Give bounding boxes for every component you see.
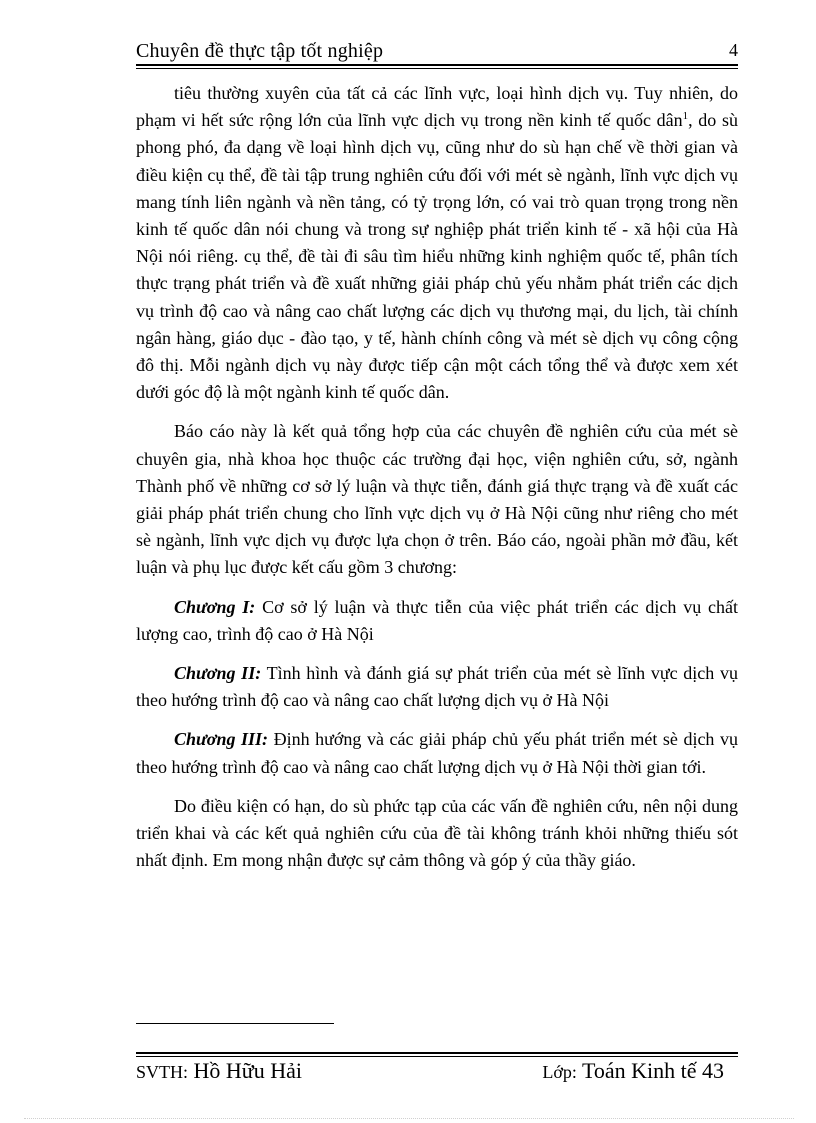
page-footer [136,1058,738,1088]
paragraph-2: Báo cáo này là kết quả tổng hợp của các chuyên đề nghiên cứu của mét sè chuyên gia, nhà khoa học thuộc các trường đại học, viện nghiên cứu, sở, ngành Thành phố về những cơ sở lý luận và thực tiễn, đánh giá thực trạng và đề xuất các giải pháp phát triển chung cho lĩnh vực dịch vụ ở Hà Nội cũng như riêng cho mét sè ngành, lĩnh vực dịch vụ được lựa chọn ở trên. Báo cáo, ngoài phần mở đầu, kết luận và phụ lục được kết cấu gồm 3 chương: [136,421,738,578]
page-header [136,38,738,66]
chapter-2-text: Tình hình và đánh giá sự phát triển của mét sè lĩnh vực dịch vụ theo hướng trình độ cao và nâng cao chất lượng dịch vụ ở Hà Nội [136,663,739,711]
footer-rule [136,1052,738,1057]
header-title: Chuyên đề thực tập tốt nghiệp [136,40,384,62]
chapter-2 [136,660,738,714]
chapter-2-label: Chương II: [174,663,262,684]
paragraph-1 [136,80,738,406]
chapter-1-text: Cơ sở lý luận và thực tiễn của việc phát triển các dịch vụ chất lượng cao, trình độ cao ở Hà Nội [136,596,738,644]
paragraph-3: Do điều kiện có hạn, do sù phức tạp của các vấn đề nghiên cứu, nên nội dung triển khai và các kết quả nghiên cứu của đề tài không tránh khỏi những thiếu sót nhất định. Em mong nhận được sự cảm thông và góp ý của thầy giáo. [136,795,738,871]
paragraph-1-text: tiêu thường xuyên của tất cả các lĩnh vực, loại hình dịch vụ. Tuy nhiên, do phạm vi hết sức rộng lớn của lĩnh vực dịch vụ trong nền kinh tế quốc dân [136,83,738,131]
chapter-1 [136,594,738,648]
student-name: Hồ Hữu Hải [193,1058,302,1083]
document-body [136,80,738,886]
class-name: Toán Kinh tế 43 [581,1058,724,1083]
chapter-1-label: Chương I: [174,596,256,617]
chapter-3-label: Chương III: [174,729,269,750]
chapter-3 [136,726,738,780]
class-label: Lớp: [542,1062,577,1082]
class-info [542,1058,724,1084]
student-info [136,1058,302,1084]
page-number: 4 [729,40,738,60]
footnote-separator [136,1023,334,1024]
student-label: SVTH: [136,1062,189,1082]
footnote-marker[interactable]: 1 [682,110,689,123]
page-edge [24,1118,794,1119]
paragraph-1-rest: , do sù phong phó, đa dạng về loại hình dịch vụ, cũng như do sù hạn chế về thời gian và điều kiện cụ thể, đề tài tập trung nghiên cứu đối với mét sè ngành, lĩnh vực dịch vụ mang tính liên ngành và nền tảng, có tỷ trọng lớn, có vai trò quan trọng trong nền kinh tế quốc dân nói chung và trong sự nghiệp phát triển kinh tế - xã hội của Hà Nội nói riêng. cụ thể, đề tài đi sâu tìm hiểu những kinh nghiệm quốc tế, phân tích thực trạng phát triển và đề xuất những giải pháp chủ yếu nhằm phát triển các dịch vụ trình độ cao và nâng cao chất lượng các dịch vụ thương mại, du lịch, tài chính ngân hàng, giáo dục - đào tạo, y tế, hành chính công và mét sè dịch vụ công cộng đô thị. Mỗi ngành dịch vụ này được tiếp cận một cách tổng thể và được xem xét dưới góc độ là một ngành kinh tế quốc dân. [136,110,738,403]
chapter-3-text: Định hướng và các giải pháp chủ yếu phát triển mét sè dịch vụ theo hướng trình độ cao và nâng cao chất lượng dịch vụ ở Hà Nội thời gian tới. [136,729,738,777]
header-rule [136,64,738,69]
